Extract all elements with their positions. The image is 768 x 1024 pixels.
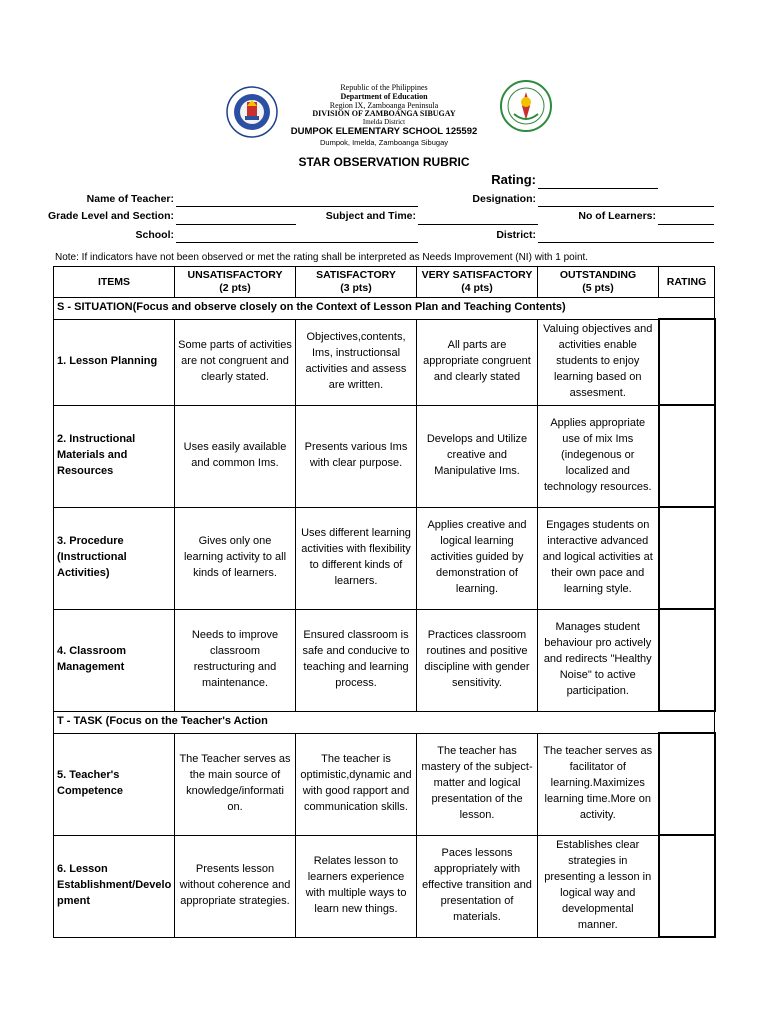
section-row-situation bbox=[54, 298, 715, 319]
outstanding-cell: Engages students on interactive advanced and logical activities at their own pace and learning style. bbox=[538, 507, 659, 609]
note-text: Note: If indicators have not been observed or met the rating shall be interpreted as Needs Improvement (NI) with 1 point. bbox=[55, 252, 589, 263]
section-task: T - TASK (Focus on the Teacher's Action bbox=[54, 711, 715, 733]
item-label: 3. Procedure (Instructional Activities) bbox=[54, 507, 175, 609]
rating-cell[interactable] bbox=[659, 507, 715, 609]
satisfactory-cell: Presents various Ims with clear purpose. bbox=[296, 405, 417, 507]
header-school-address: Dumpok, Imelda, Zamboanga Sibugay bbox=[320, 138, 448, 147]
table-header-row bbox=[54, 267, 715, 298]
page-title: STAR OBSERVATION RUBRIC bbox=[298, 155, 470, 169]
satisfactory-cell: Uses different learning activities with flexibility to different kinds of learners. bbox=[296, 507, 417, 609]
header-school-name: DUMPOK ELEMENTARY SCHOOL 125592 bbox=[290, 126, 478, 137]
rating-cell[interactable] bbox=[659, 835, 715, 937]
header-republic: Republic of the Philippines bbox=[340, 83, 428, 92]
table-row bbox=[54, 733, 715, 835]
header-vsat-points: (4 pts) bbox=[461, 282, 493, 295]
rating-label: Rating: bbox=[491, 172, 536, 187]
unsatisfactory-cell: Uses easily available and common Ims. bbox=[175, 405, 296, 507]
header-very-satisfactory bbox=[417, 267, 538, 298]
teacher-name-label: Name of Teacher: bbox=[86, 193, 174, 205]
outstanding-cell: Manages student behaviour pro actively and redirects "Healthy Noise" to active participation. bbox=[538, 609, 659, 711]
header-items: ITEMS bbox=[54, 267, 175, 298]
table-row bbox=[54, 405, 715, 507]
header-sat-label: SATISFACTORY bbox=[316, 269, 396, 281]
very-satisfactory-cell: Applies creative and logical learning activities guided by demonstration of learning. bbox=[417, 507, 538, 609]
teacher-name-field[interactable] bbox=[176, 206, 418, 207]
table-row bbox=[54, 609, 715, 711]
satisfactory-cell: Relates lesson to learners experience with multiple ways to learn new things. bbox=[296, 835, 417, 937]
section-situation: S - SITUATION(Focus and observe closely on the Context of Lesson Plan and Teaching Contents) bbox=[54, 298, 715, 319]
table-row bbox=[54, 507, 715, 609]
very-satisfactory-cell: Paces lessons appropriately with effective transition and presentation of materials. bbox=[417, 835, 538, 937]
item-label: 2. Instructional Materials and Resources bbox=[54, 405, 175, 507]
satisfactory-cell: Ensured classroom is safe and conducive to teaching and learning process. bbox=[296, 609, 417, 711]
designation-label: Designation: bbox=[472, 193, 536, 205]
school-field[interactable] bbox=[176, 242, 418, 243]
outstanding-cell: The teacher serves as facilitator of learning.Maximizes learning time.More on activity. bbox=[538, 733, 659, 835]
outstanding-cell: Valuing objectives and activities enable students to enjoy learning based on assesment. bbox=[538, 319, 659, 405]
table-row bbox=[54, 835, 715, 937]
outstanding-cell: Establishes clear strategies in presenting a lesson in logical way and developmental manner. bbox=[538, 835, 659, 937]
learners-label: No of Learners: bbox=[578, 210, 656, 222]
header-unsat-label: UNSATISFACTORY bbox=[187, 269, 283, 281]
subject-time-label: Subject and Time: bbox=[325, 210, 416, 222]
rating-cell[interactable] bbox=[659, 319, 715, 405]
header-out-label: OUTSTANDING bbox=[559, 269, 637, 281]
header-district: Imelda District bbox=[362, 118, 406, 126]
header-vsat-label: VERY SATISFACTORY bbox=[421, 269, 533, 281]
very-satisfactory-cell: The teacher has mastery of the subject-matter and logical presentation of the lesson. bbox=[417, 733, 538, 835]
table-row bbox=[54, 319, 715, 405]
grade-section-label: Grade Level and Section: bbox=[47, 210, 174, 222]
unsatisfactory-cell: Gives only one learning activity to all kinds of learners. bbox=[175, 507, 296, 609]
rating-cell[interactable] bbox=[659, 733, 715, 835]
satisfactory-cell: Objectives,contents, Ims, instructionsal activities and assess are written. bbox=[296, 319, 417, 405]
section-row-task bbox=[54, 711, 715, 733]
unsatisfactory-cell: Presents lesson without coherence and appropriate strategies. bbox=[175, 835, 296, 937]
header-division: DIVISION OF ZAMBOANGA SIBUGAY bbox=[312, 109, 456, 118]
header-unsatisfactory bbox=[175, 267, 296, 298]
satisfactory-cell: The teacher is optimistic,dynamic and with good rapport and communication skills. bbox=[296, 733, 417, 835]
school-label: School: bbox=[135, 229, 174, 241]
unsatisfactory-cell: The Teacher serves as the main source of knowledge/informati on. bbox=[175, 733, 296, 835]
subject-time-field[interactable] bbox=[418, 224, 538, 225]
unsatisfactory-cell: Some parts of activities are not congruent and clearly stated. bbox=[175, 319, 296, 405]
header-region: Region IX, Zamboanga Peninsula bbox=[329, 101, 439, 110]
header-satisfactory bbox=[296, 267, 417, 298]
header-rating: RATING bbox=[659, 267, 715, 298]
district-label: District: bbox=[496, 229, 536, 241]
rating-cell[interactable] bbox=[659, 405, 715, 507]
header-out-points: (5 pts) bbox=[582, 282, 614, 295]
learners-field[interactable] bbox=[658, 224, 714, 225]
rating-cell[interactable] bbox=[659, 609, 715, 711]
district-field[interactable] bbox=[538, 242, 714, 243]
very-satisfactory-cell: All parts are appropriate congruent and clearly stated bbox=[417, 319, 538, 405]
grade-section-field[interactable] bbox=[176, 224, 296, 225]
rubric-table bbox=[53, 266, 716, 938]
header-department: Department of Education bbox=[340, 92, 428, 101]
item-label: 5. Teacher's Competence bbox=[54, 733, 175, 835]
very-satisfactory-cell: Practices classroom routines and positive discipline with gender sensitivity. bbox=[417, 609, 538, 711]
rating-field[interactable] bbox=[538, 188, 658, 189]
unsatisfactory-cell: Needs to improve classroom restructuring and maintenance. bbox=[175, 609, 296, 711]
very-satisfactory-cell: Develops and Utilize creative and Manipulative Ims. bbox=[417, 405, 538, 507]
outstanding-cell: Applies appropriate use of mix Ims (indegenous or localized and technology resources. bbox=[538, 405, 659, 507]
designation-field[interactable] bbox=[538, 206, 714, 207]
header-sat-points: (3 pts) bbox=[340, 282, 372, 295]
header-outstanding bbox=[538, 267, 659, 298]
item-label: 1. Lesson Planning bbox=[54, 319, 175, 405]
item-label: 4. Classroom Management bbox=[54, 609, 175, 711]
header-unsat-points: (2 pts) bbox=[219, 282, 251, 295]
item-label: 6. Lesson Establishment/Develo pment bbox=[54, 835, 175, 937]
